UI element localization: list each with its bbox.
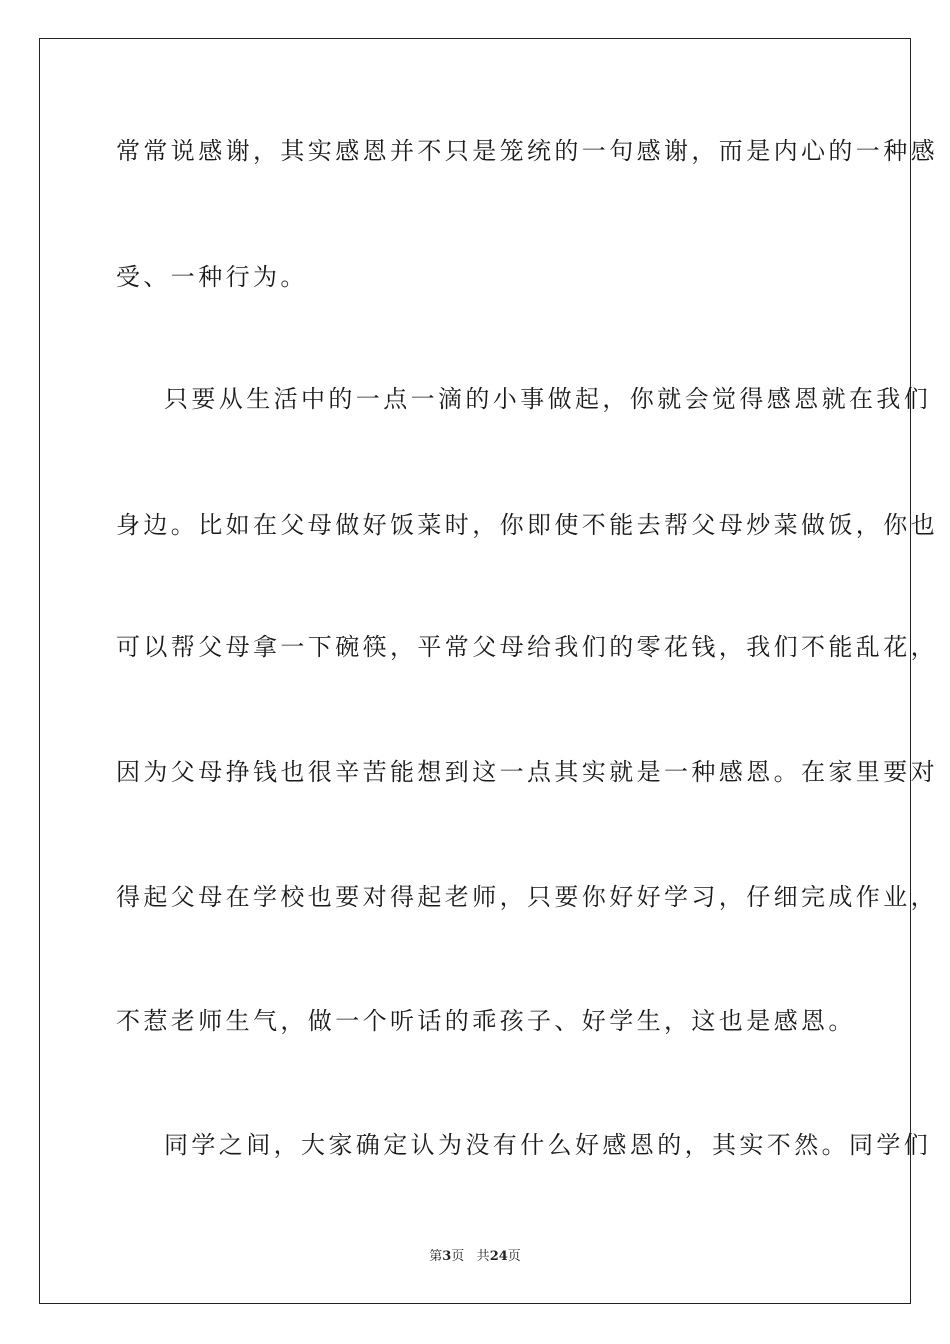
page-number: 3 xyxy=(442,1249,452,1264)
paragraph-start-line-9: 同学之间，大家确定认为没有什么好感恩的，其实不然。同学们 xyxy=(164,1131,932,1159)
text-line-4: 身边。比如在父母做好饭菜时，你即使不能去帮父母炒菜做饭，你也 xyxy=(116,511,938,539)
page-label-suffix: 页 xyxy=(451,1249,465,1264)
text-line-8: 不惹老师生气，做一个听话的乖孩子、好学生，这也是感恩。 xyxy=(116,1007,856,1035)
total-label-suffix: 页 xyxy=(507,1249,521,1264)
text-line-6: 因为父母挣钱也很辛苦能想到这一点其实就是一种感恩。在家里要对 xyxy=(116,758,938,786)
page-label-prefix: 第 xyxy=(429,1249,443,1264)
text-line-1: 常常说感谢，其实感恩并不只是笼统的一句感谢，而是内心的一种感 xyxy=(116,137,938,165)
text-line-2: 受、一种行为。 xyxy=(116,263,308,291)
paragraph-start-line-3: 只要从生活中的一点一滴的小事做起，你就会觉得感恩就在我们 xyxy=(164,385,932,413)
page-border xyxy=(39,38,938,1304)
page-footer xyxy=(0,1248,950,1266)
total-label-prefix: 共 xyxy=(476,1249,490,1264)
total-pages: 24 xyxy=(489,1249,508,1264)
text-line-5: 可以帮父母拿一下碗筷，平常父母给我们的零花钱，我们不能乱花， xyxy=(116,633,938,661)
text-line-7: 得起父母在学校也要对得起老师，只要你好好学习，仔细完成作业， xyxy=(116,883,938,911)
